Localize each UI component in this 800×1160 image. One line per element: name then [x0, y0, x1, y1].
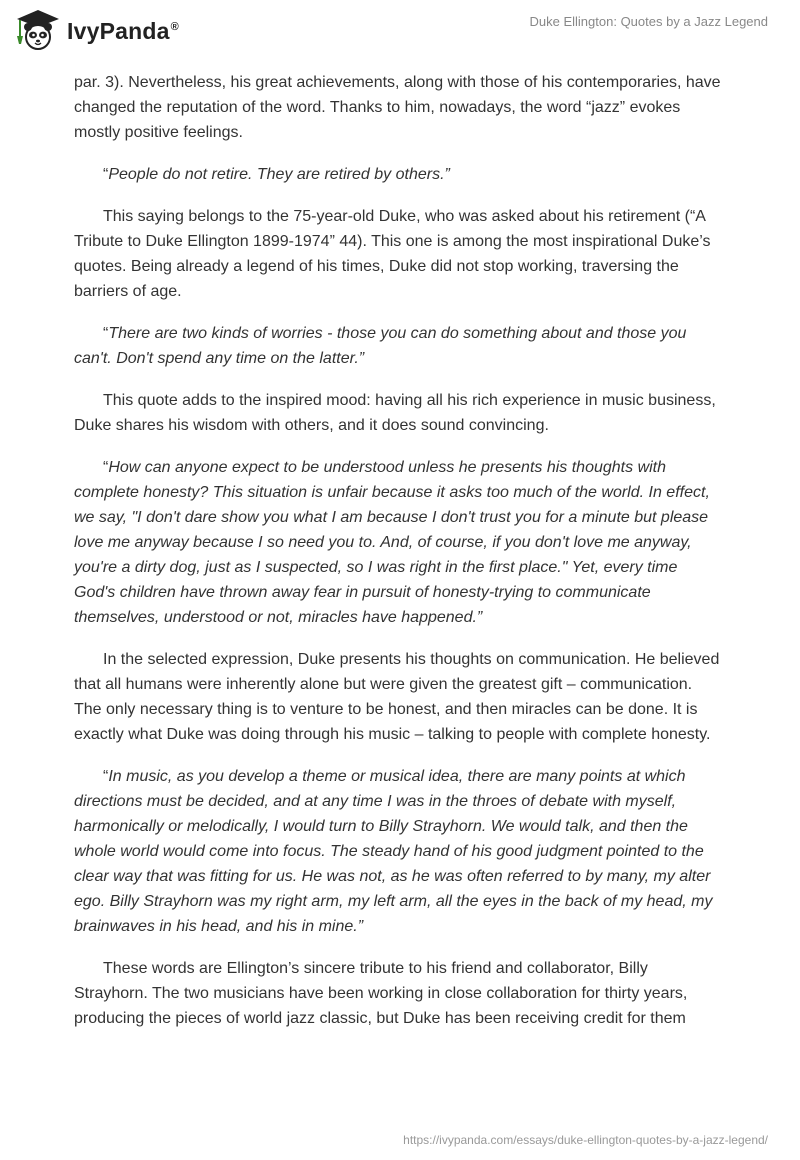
paragraph: This quote adds to the inspired mood: having all his rich experience in music business, Duke shares his wisdom with others, and it does sound convincing. [74, 392, 716, 434]
quote-paragraph [74, 162, 722, 187]
page-header [0, 0, 800, 64]
quote-open-mark: “ [103, 459, 109, 476]
brand-logo[interactable] [15, 8, 179, 52]
quote-open-mark: “ [103, 166, 109, 183]
quote-open-mark: “ [103, 325, 109, 342]
paragraph: In the selected expression, Duke presents his thoughts on communication. He believed that all humans were inherently alone but were given the greatest gift – communication. The only necessary thing is to venture to be honest, and then miracles can be done. It is exactly what Duke was doing through his music – talking to people with complete honesty. [74, 651, 720, 743]
paragraph: These words are Ellington’s sincere tribute to his friend and collaborator, Billy Strayhorn. The two musicians have been working in close collaboration for thirty years, producing the pieces of world jazz classic, but Duke has been receiving credit for them [74, 960, 688, 1027]
paragraph: par. 3). Nevertheless, his great achievements, along with those of his contemporaries, have changed the reputation of the word. Thanks to him, nowadays, the word “jazz” evokes mostly positive feelings. [74, 74, 721, 141]
quote-paragraph [74, 455, 722, 630]
quote-open-mark: “ [103, 768, 109, 785]
panda-graduate-icon [15, 8, 61, 52]
quote-paragraph [74, 764, 722, 939]
registered-mark: ® [170, 20, 179, 33]
running-title: Duke Ellington: Quotes by a Jazz Legend [529, 14, 768, 29]
quote-text: In music, as you develop a theme or musical idea, there are many points at which directions must be decided, and at any time I was in the throes of debate with myself, harmonically or melodically, I would turn to Billy Strayhorn. We would talk, and then the whole world would come into focus. The steady hand of his good judgment pointed to the clear way that was fitting for us. He was not, as he was often referred to by many, my alter ego. Billy Strayhorn was my right arm, my left arm, all the eyes in the back of my head, my brainwaves in his head, and his in mine.” [74, 768, 713, 935]
source-url-link[interactable]: https://ivypanda.com/essays/duke-ellington-quotes-by-a-jazz-legend/ [403, 1133, 768, 1147]
quote-text: How can anyone expect to be understood unless he presents his thoughts with complete honesty? This situation is unfair because it asks too much of the world. In effect, we say, "I don't dare show you what I am because I don't trust you for a minute but please love me anyway because I so need you to. And, of course, if you don't love me anyway, you're a dirty dog, just as I suspected, so I was right in the first place." Yet, every time God's children have thrown away fear in pursuit of honesty-trying to communicate themselves, understood or not, miracles have happened.” [74, 459, 710, 626]
paragraph: This saying belongs to the 75-year-old Duke, who was asked about his retirement (“A Tribute to Duke Ellington 1899-1974” 44). This one is among the most inspirational Duke’s quotes. Being already a legend of his times, Duke did not stop working, traversing the barriers of age. [74, 208, 711, 300]
essay-body [74, 70, 722, 1048]
quote-text: People do not retire. They are retired by others.” [108, 166, 450, 183]
quote-paragraph [74, 321, 722, 371]
quote-text: There are two kinds of worries - those you can do something about and those you can't. Don't spend any time on the latter.” [74, 325, 687, 367]
brand-name: IvyPanda® [67, 17, 179, 44]
